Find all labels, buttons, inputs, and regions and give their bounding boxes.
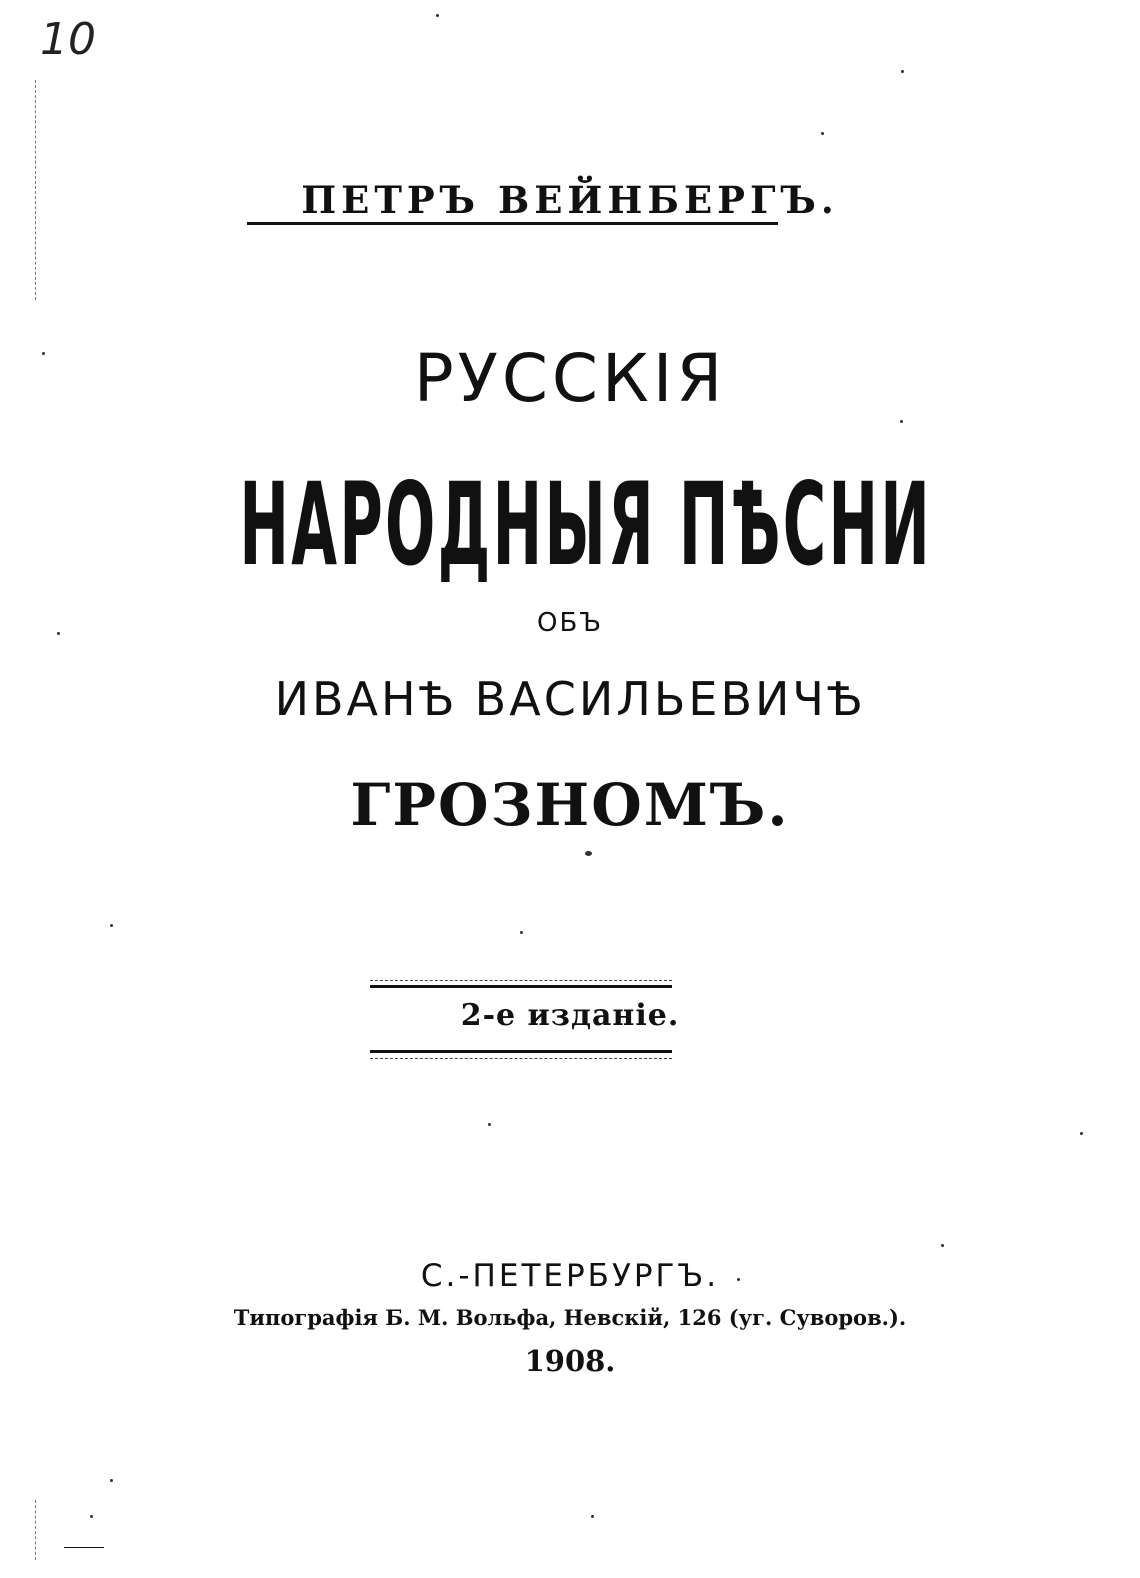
title-line-2: НАРОДНЫЯ ПѢСНИ	[239, 458, 933, 593]
speck	[110, 1479, 113, 1482]
imprint-year: 1908.	[524, 1344, 616, 1378]
speck	[1080, 1132, 1083, 1135]
author-underline	[247, 222, 778, 225]
title-line-3: ОБЪ	[537, 608, 603, 638]
speck	[821, 132, 824, 135]
author-name: ПЕТРЪ ВЕЙНБЕРГЪ.	[301, 178, 839, 222]
speck	[110, 924, 113, 927]
speck	[901, 70, 904, 73]
edition-label: 2-е изданіе.	[460, 998, 680, 1033]
speck	[941, 1244, 944, 1247]
speck	[585, 851, 592, 856]
scan-edge-mark	[64, 1547, 104, 1548]
page-number-mark: 10	[40, 14, 96, 65]
edition-rule-top-thin	[370, 980, 672, 981]
title-line-1: РУССКІЯ	[413, 340, 727, 417]
edition-rule-bottom-thin	[370, 1058, 672, 1059]
speck	[900, 420, 903, 423]
speck	[436, 14, 439, 17]
title-line-4: ИВАНѢ ВАСИЛЬЕВИЧѢ	[274, 672, 866, 726]
speck	[90, 1515, 93, 1518]
title-line-5: ГРОЗНОМЪ.	[350, 771, 790, 839]
imprint-printer: Типографія Б. М. Вольфа, Невскій, 126 (уг. Суворов.).	[233, 1305, 907, 1330]
edition-rule-top	[370, 985, 672, 988]
edition-rule-bottom	[370, 1050, 672, 1053]
speck	[488, 1123, 491, 1126]
speck	[591, 1515, 594, 1518]
scan-edge-line	[35, 1500, 36, 1560]
speck	[520, 931, 523, 934]
imprint-city: С.-ПЕТЕРБУРГЪ.	[420, 1258, 720, 1294]
